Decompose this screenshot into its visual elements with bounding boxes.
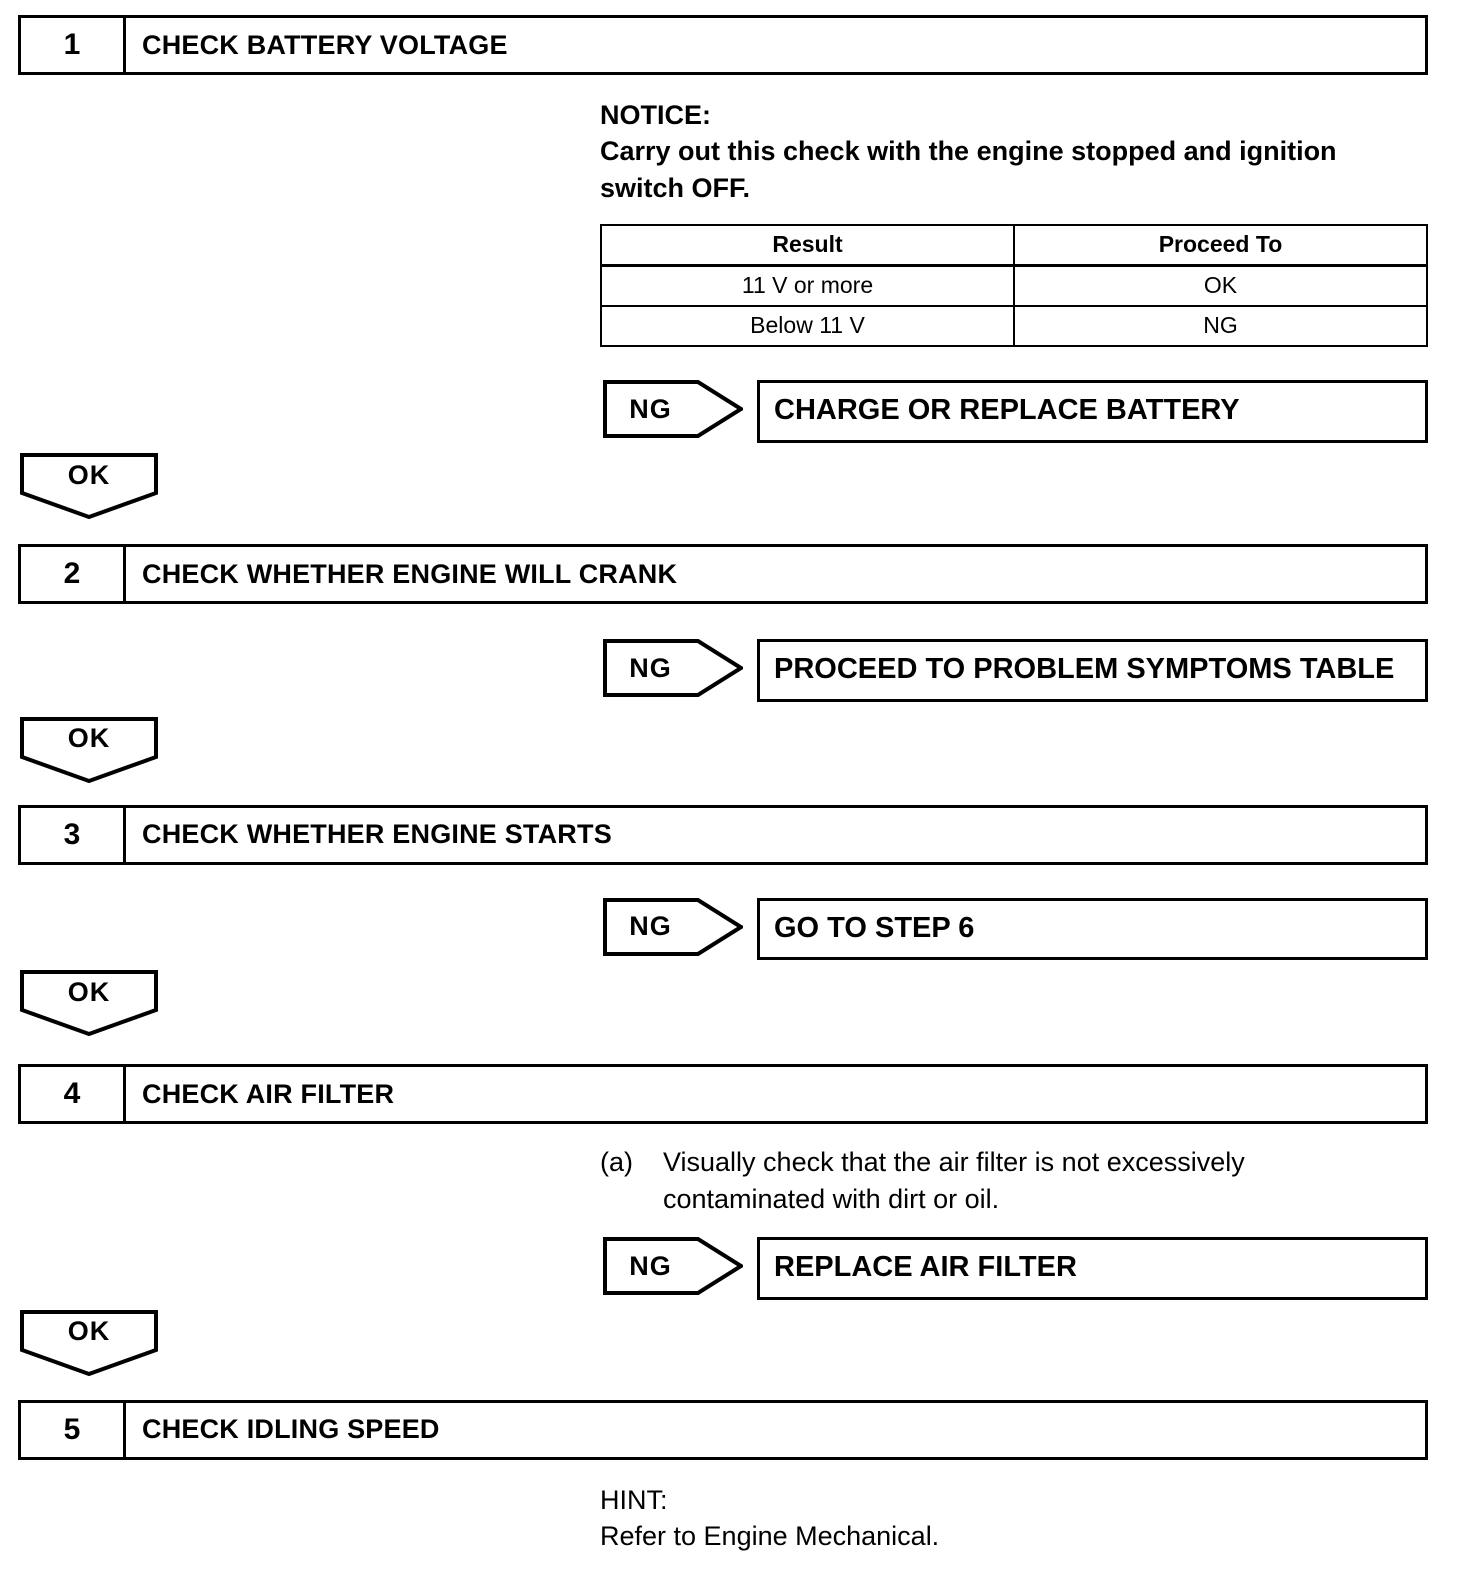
step-5-section bbox=[18, 1400, 1428, 1555]
instruction-marker: (a) bbox=[600, 1147, 633, 1178]
ok-connector bbox=[20, 717, 158, 783]
step-1-header bbox=[18, 15, 1428, 75]
ng-pointer-shape bbox=[603, 380, 743, 438]
ng-branch bbox=[603, 898, 1428, 961]
step-5-header bbox=[18, 1400, 1428, 1460]
table-cell-proceed: NG bbox=[1014, 306, 1427, 346]
step-title: CHECK AIR FILTER bbox=[142, 1078, 395, 1109]
ng-pointer-shape bbox=[603, 898, 743, 956]
ok-connector bbox=[20, 1310, 158, 1376]
instruction-block bbox=[600, 1144, 1428, 1217]
ok-connector bbox=[20, 970, 158, 1036]
ok-connector bbox=[20, 453, 158, 519]
step-number: 4 bbox=[21, 1067, 126, 1121]
ng-branch bbox=[603, 1237, 1428, 1300]
ng-pointer-shape bbox=[603, 1237, 743, 1295]
step-number: 3 bbox=[21, 808, 126, 862]
step-3-header bbox=[18, 805, 1428, 865]
hint-label: HINT: bbox=[600, 1484, 668, 1515]
ok-label: OK bbox=[67, 459, 111, 490]
flowchart-content bbox=[18, 15, 1428, 1555]
ng-result-box: GO TO STEP 6 bbox=[757, 898, 1428, 961]
step-2-section bbox=[18, 544, 1428, 783]
ok-label: OK bbox=[67, 1316, 111, 1347]
ng-label: NG bbox=[629, 393, 672, 424]
step-1-section bbox=[18, 15, 1428, 519]
hint-text: Refer to Engine Mechanical. bbox=[600, 1521, 940, 1552]
table-header-result: Result bbox=[601, 225, 1014, 266]
notice-block bbox=[600, 97, 1428, 206]
step-number: 5 bbox=[21, 1403, 126, 1457]
step-3-section bbox=[18, 805, 1428, 1037]
ng-pointer-shape bbox=[603, 639, 743, 697]
step-title: CHECK BATTERY VOLTAGE bbox=[142, 29, 508, 60]
instruction-text: Visually check that the air filter is not excessively contaminated with dirt or oil. bbox=[663, 1147, 1245, 1214]
step-2-header bbox=[18, 544, 1428, 604]
ng-label: NG bbox=[629, 1250, 672, 1281]
step-4-section bbox=[18, 1064, 1428, 1376]
result-table-wrap bbox=[600, 224, 1428, 347]
step-title: CHECK IDLING SPEED bbox=[142, 1414, 440, 1445]
ng-result-box: CHARGE OR REPLACE BATTERY bbox=[757, 380, 1428, 443]
ng-label: NG bbox=[629, 652, 672, 683]
table-cell-result: Below 11 V bbox=[601, 306, 1014, 346]
ng-branch bbox=[603, 380, 1428, 443]
notice-text: Carry out this check with the engine stopped and ignition switch OFF. bbox=[600, 136, 1337, 203]
notice-label: NOTICE: bbox=[600, 100, 711, 130]
ng-label: NG bbox=[629, 911, 672, 942]
result-table bbox=[600, 224, 1428, 347]
table-header-row bbox=[601, 225, 1427, 266]
table-cell-proceed: OK bbox=[1014, 266, 1427, 307]
step-number: 2 bbox=[21, 547, 126, 601]
ok-label: OK bbox=[67, 976, 111, 1007]
step-title: CHECK WHETHER ENGINE WILL CRANK bbox=[142, 558, 678, 589]
ng-result-box: PROCEED TO PROBLEM SYMPTOMS TABLE bbox=[757, 639, 1428, 702]
ng-result-box: REPLACE AIR FILTER bbox=[757, 1237, 1428, 1300]
table-header-proceed: Proceed To bbox=[1014, 225, 1427, 266]
hint-block bbox=[600, 1482, 1428, 1555]
step-number: 1 bbox=[21, 18, 126, 72]
step-4-header bbox=[18, 1064, 1428, 1124]
ng-branch bbox=[603, 639, 1428, 702]
step-title: CHECK WHETHER ENGINE STARTS bbox=[142, 819, 612, 850]
ok-label: OK bbox=[67, 723, 111, 754]
table-cell-result: 11 V or more bbox=[601, 266, 1014, 307]
table-row bbox=[601, 266, 1427, 307]
table-row bbox=[601, 306, 1427, 346]
